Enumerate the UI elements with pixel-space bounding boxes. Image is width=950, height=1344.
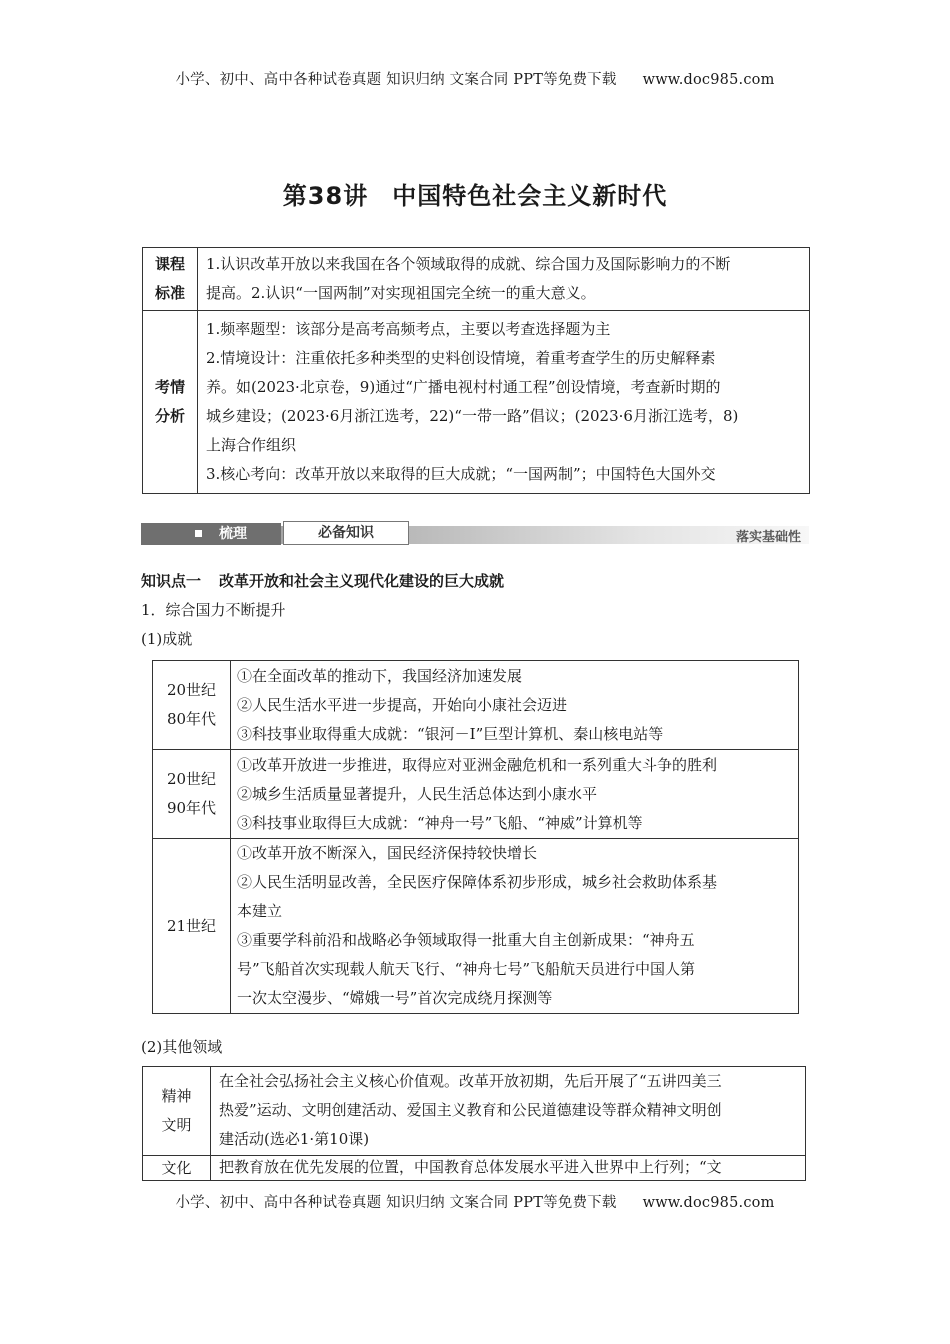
- period-cell: 21世纪: [153, 839, 231, 1014]
- section-right-label: 落实基础性: [735, 530, 801, 545]
- section-box-label: 必备知识: [283, 521, 409, 545]
- section-label: 梳理: [219, 526, 247, 542]
- table-row: [153, 661, 799, 750]
- page-footer: [0, 1191, 950, 1215]
- page-title: [0, 176, 950, 211]
- achievements-table: [152, 660, 799, 1014]
- intro-table: [142, 247, 810, 494]
- section-bar: [141, 520, 809, 548]
- period-cell: 20世纪 90年代: [153, 750, 231, 839]
- field-label-cell: 精神 文明: [143, 1067, 211, 1156]
- section-bar-dark-block: [141, 523, 281, 545]
- subheading-1-1: (1)成就: [141, 630, 193, 648]
- table-row: [153, 750, 799, 839]
- period-cell: 20世纪 80年代: [153, 661, 231, 750]
- subheading-1-2: (2)其他领域: [141, 1038, 223, 1056]
- knowledge-point-number: 知识点一: [141, 572, 202, 590]
- field-content-cell: 把教育放在优先发展的位置，中国教育总体发展水平进入世界中上行列；“文: [211, 1156, 806, 1181]
- table-row: [153, 839, 799, 1014]
- exam-analysis-text: 1.频率题型：该部分是高考高频考点，主要以考查选择题为主 2.情境设计：注重依托多种类型的史料创设情境，着重考查学生的历史解释素 养。如(2023·北京卷，9)通过“广播电视村村通工程”创设情境，考查新时期的 城乡建设；(2023·6月浙江选考，22)“一带一路”倡议；(2023·6月浙江选考，8) 上海合作组织 3.核心考向：改革开放以来取得的巨大成就；“一国两制”；中国特色大国外交: [198, 311, 810, 494]
- course-standard-row: [143, 248, 810, 311]
- header-text: 小学、初中、高中各种试卷真题 知识归纳 文案合同 PPT等免费下载: [175, 72, 617, 88]
- achievement-cell: ①改革开放不断深入，国民经济保持较快增长 ②人民生活明显改善，全民医疗保障体系初步形成，城乡社会救助体系基 本建立 ③重要学科前沿和战略必争领域取得一批重大自主创新成果：“神舟五 号”飞船首次实现载人航天飞行、“神舟七号”飞船航天员进行中国人第 一次太空漫步、“嫦娥一号”首次完成绕月探测等: [231, 839, 799, 1014]
- exam-analysis-label: 考情 分析: [143, 311, 198, 494]
- achievement-cell: ①改革开放进一步推进，取得应对亚洲金融危机和一系列重大斗争的胜利 ②城乡生活质量显著提升，人民生活总体达到小康水平 ③科技事业取得巨大成就：“神舟一号”飞船、“神威”计算机等: [231, 750, 799, 839]
- knowledge-point-title: 改革开放和社会主义现代化建设的巨大成就: [219, 572, 505, 590]
- footer-url[interactable]: www.doc985.com: [642, 1195, 775, 1211]
- page-header: [0, 68, 950, 89]
- other-fields-table: [142, 1066, 806, 1181]
- field-label-cell: 文化: [143, 1156, 211, 1181]
- footer-text: 小学、初中、高中各种试卷真题 知识归纳 文案合同 PPT等免费下载: [175, 1195, 617, 1211]
- course-standard-label: 课程 标准: [143, 248, 198, 311]
- table-row: [143, 1156, 806, 1181]
- lecture-topic: 中国特色社会主义新时代: [392, 182, 668, 210]
- knowledge-point-heading: [141, 570, 504, 591]
- subheading-1: 1．综合国力不断提升: [141, 601, 286, 619]
- course-standard-text: 1.认识改革开放以来我国在各个领域取得的成就、综合国力及国际影响力的不断 提高。2.认识“一国两制”对实现祖国完全统一的重大意义。: [198, 248, 810, 311]
- square-bullet-icon: [195, 530, 202, 537]
- header-url[interactable]: www.doc985.com: [642, 72, 775, 88]
- exam-analysis-row: [143, 311, 810, 494]
- table-row: [143, 1067, 806, 1156]
- lecture-number: 第38讲: [282, 182, 369, 210]
- field-content-cell: 在全社会弘扬社会主义核心价值观。改革开放初期，先后开展了“五讲四美三 热爱”运动、文明创建活动、爱国主义教育和公民道德建设等群众精神文明创 建活动(选必1·第10课): [211, 1067, 806, 1156]
- achievement-cell: ①在全面改革的推动下，我国经济加速发展 ②人民生活水平进一步提高，开始向小康社会迈进 ③科技事业取得重大成就：“银河－Ⅰ”巨型计算机、秦山核电站等: [231, 661, 799, 750]
